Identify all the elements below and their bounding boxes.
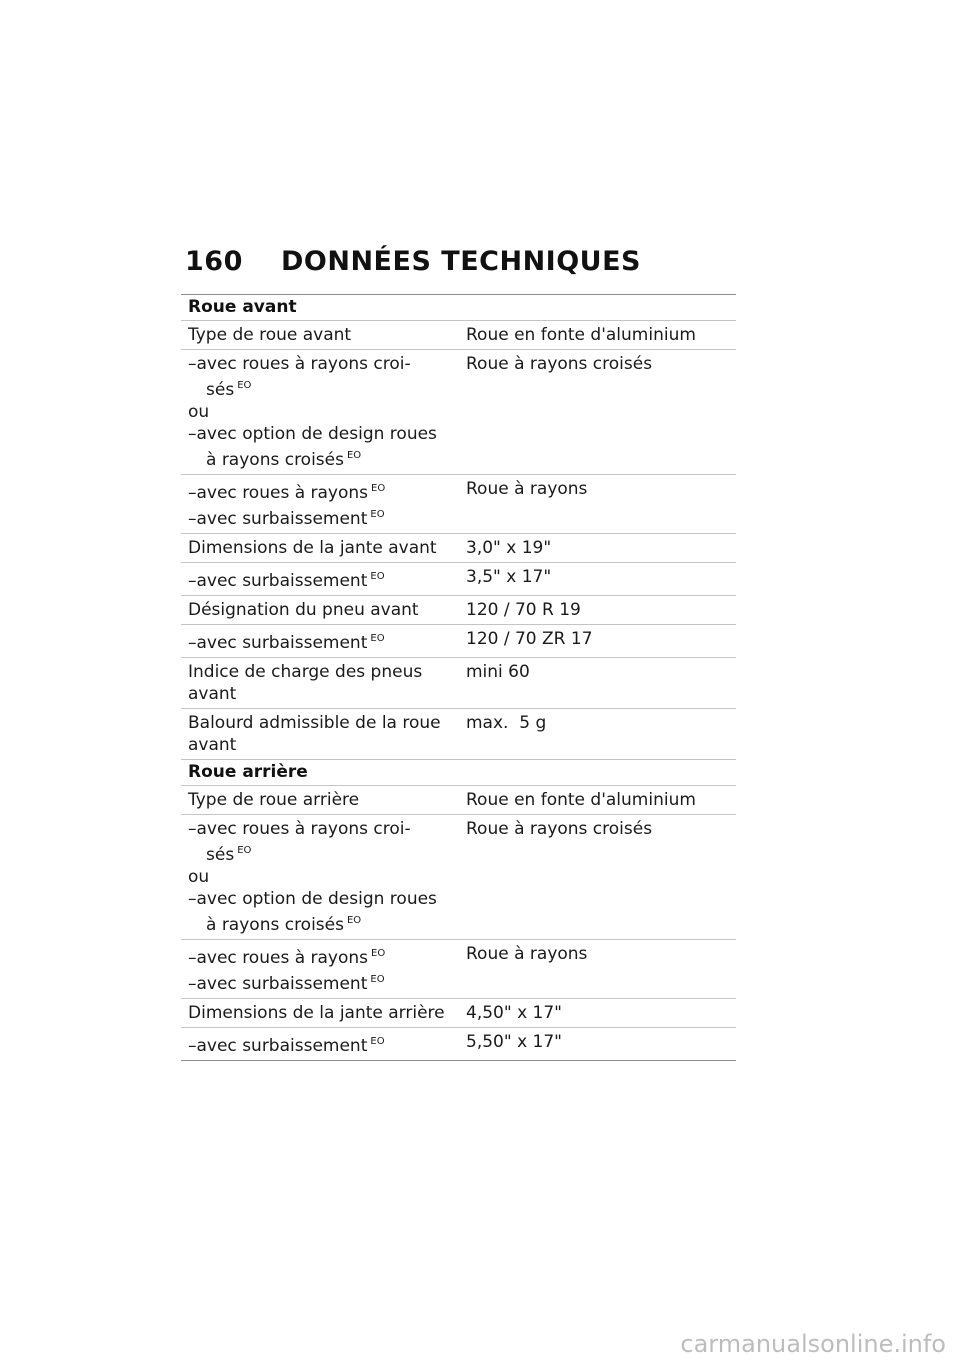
row-label: –avec surbaissement $^{EO}$ <box>188 633 385 653</box>
row-label: Indice de charge des pneus avant <box>188 662 423 704</box>
page-header <box>185 246 641 277</box>
eo-mark: EO <box>237 845 252 856</box>
watermark: carmanualsonline.info <box>680 1330 946 1358</box>
eo-mark: EO <box>237 380 252 391</box>
table-row <box>181 786 736 815</box>
option-line: –avec roues à rayons $^{EO}$ <box>188 483 386 503</box>
row-label: Type de roue avant <box>188 325 352 345</box>
row-value: mini 60 <box>466 662 530 682</box>
row-value: Roue à rayons <box>466 944 588 964</box>
or-text: ou <box>188 402 210 422</box>
eo-mark: EO <box>370 1036 385 1047</box>
row-value: 120 / 70 R 19 <box>466 600 581 620</box>
table-row <box>181 534 736 563</box>
option-line: sés $^{EO}$ <box>206 845 252 865</box>
section-title-front-wheel: Roue avant <box>181 295 736 321</box>
option-line: à rayons croisés $^{EO}$ <box>206 915 362 935</box>
table-row <box>181 940 736 999</box>
chapter-title: DONNÉES TECHNIQUES <box>281 246 641 277</box>
table-row <box>181 596 736 625</box>
option-line: –avec roues à rayons $^{EO}$ <box>188 948 386 968</box>
spec-table <box>181 294 736 1061</box>
table-row <box>181 563 736 596</box>
row-value: 120 / 70 ZR 17 <box>466 629 593 649</box>
option-line: –avec option de design roues <box>188 889 437 909</box>
row-label: –avec surbaissement $^{EO}$ <box>188 571 385 591</box>
row-label: Type de roue arrière <box>188 790 360 810</box>
page-number: 160 <box>185 246 243 277</box>
row-label: –avec surbaissement $^{EO}$ <box>188 1036 385 1056</box>
eo-mark: EO <box>371 483 386 494</box>
table-row <box>181 625 736 658</box>
table-row <box>181 999 736 1028</box>
or-text: ou <box>188 867 210 887</box>
table-row <box>181 321 736 350</box>
eo-mark: EO <box>346 915 362 926</box>
row-label: Dimensions de la jante arrière <box>188 1003 445 1023</box>
table-row <box>181 350 736 475</box>
option-line: –avec roues à rayons croi- <box>188 819 411 839</box>
row-value: 5,50" x 17" <box>466 1032 562 1052</box>
row-value: 4,50" x 17" <box>466 1003 562 1023</box>
row-label <box>181 475 459 533</box>
option-line: –avec surbaissement $^{EO}$ <box>188 509 385 529</box>
row-value: Roue à rayons <box>466 479 588 499</box>
section-title-rear-wheel: Roue arrière <box>181 760 736 786</box>
table-row <box>181 709 736 760</box>
option-line: –avec option de design roues <box>188 424 437 444</box>
row-label: Désignation du pneu avant <box>188 600 419 620</box>
eo-mark: EO <box>370 974 385 985</box>
row-value: Roue en fonte d'aluminium <box>466 325 696 345</box>
eo-mark: EO <box>370 633 385 644</box>
row-label: Balourd admissible de la roue avant <box>188 713 441 755</box>
eo-mark: EO <box>346 450 362 461</box>
option-line: –avec roues à rayons croi- <box>188 354 411 374</box>
row-value: max. 5 g <box>466 713 547 733</box>
row-label <box>181 815 459 939</box>
row-value: 3,0" x 19" <box>466 538 552 558</box>
row-value: Roue à rayons croisés <box>466 819 653 839</box>
option-line: à rayons croisés $^{EO}$ <box>206 450 362 470</box>
table-row <box>181 815 736 940</box>
table-row <box>181 1028 736 1061</box>
row-label <box>181 940 459 998</box>
eo-mark: EO <box>370 571 385 582</box>
row-label <box>181 350 459 474</box>
option-line: sés $^{EO}$ <box>206 380 252 400</box>
row-value: Roue à rayons croisés <box>466 354 653 374</box>
option-line: –avec surbaissement $^{EO}$ <box>188 974 385 994</box>
row-value: Roue en fonte d'aluminium <box>466 790 696 810</box>
table-row <box>181 658 736 709</box>
eo-mark: EO <box>370 509 385 520</box>
row-label: Dimensions de la jante avant <box>188 538 437 558</box>
row-value: 3,5" x 17" <box>466 567 552 587</box>
eo-mark: EO <box>371 948 386 959</box>
table-row <box>181 475 736 534</box>
